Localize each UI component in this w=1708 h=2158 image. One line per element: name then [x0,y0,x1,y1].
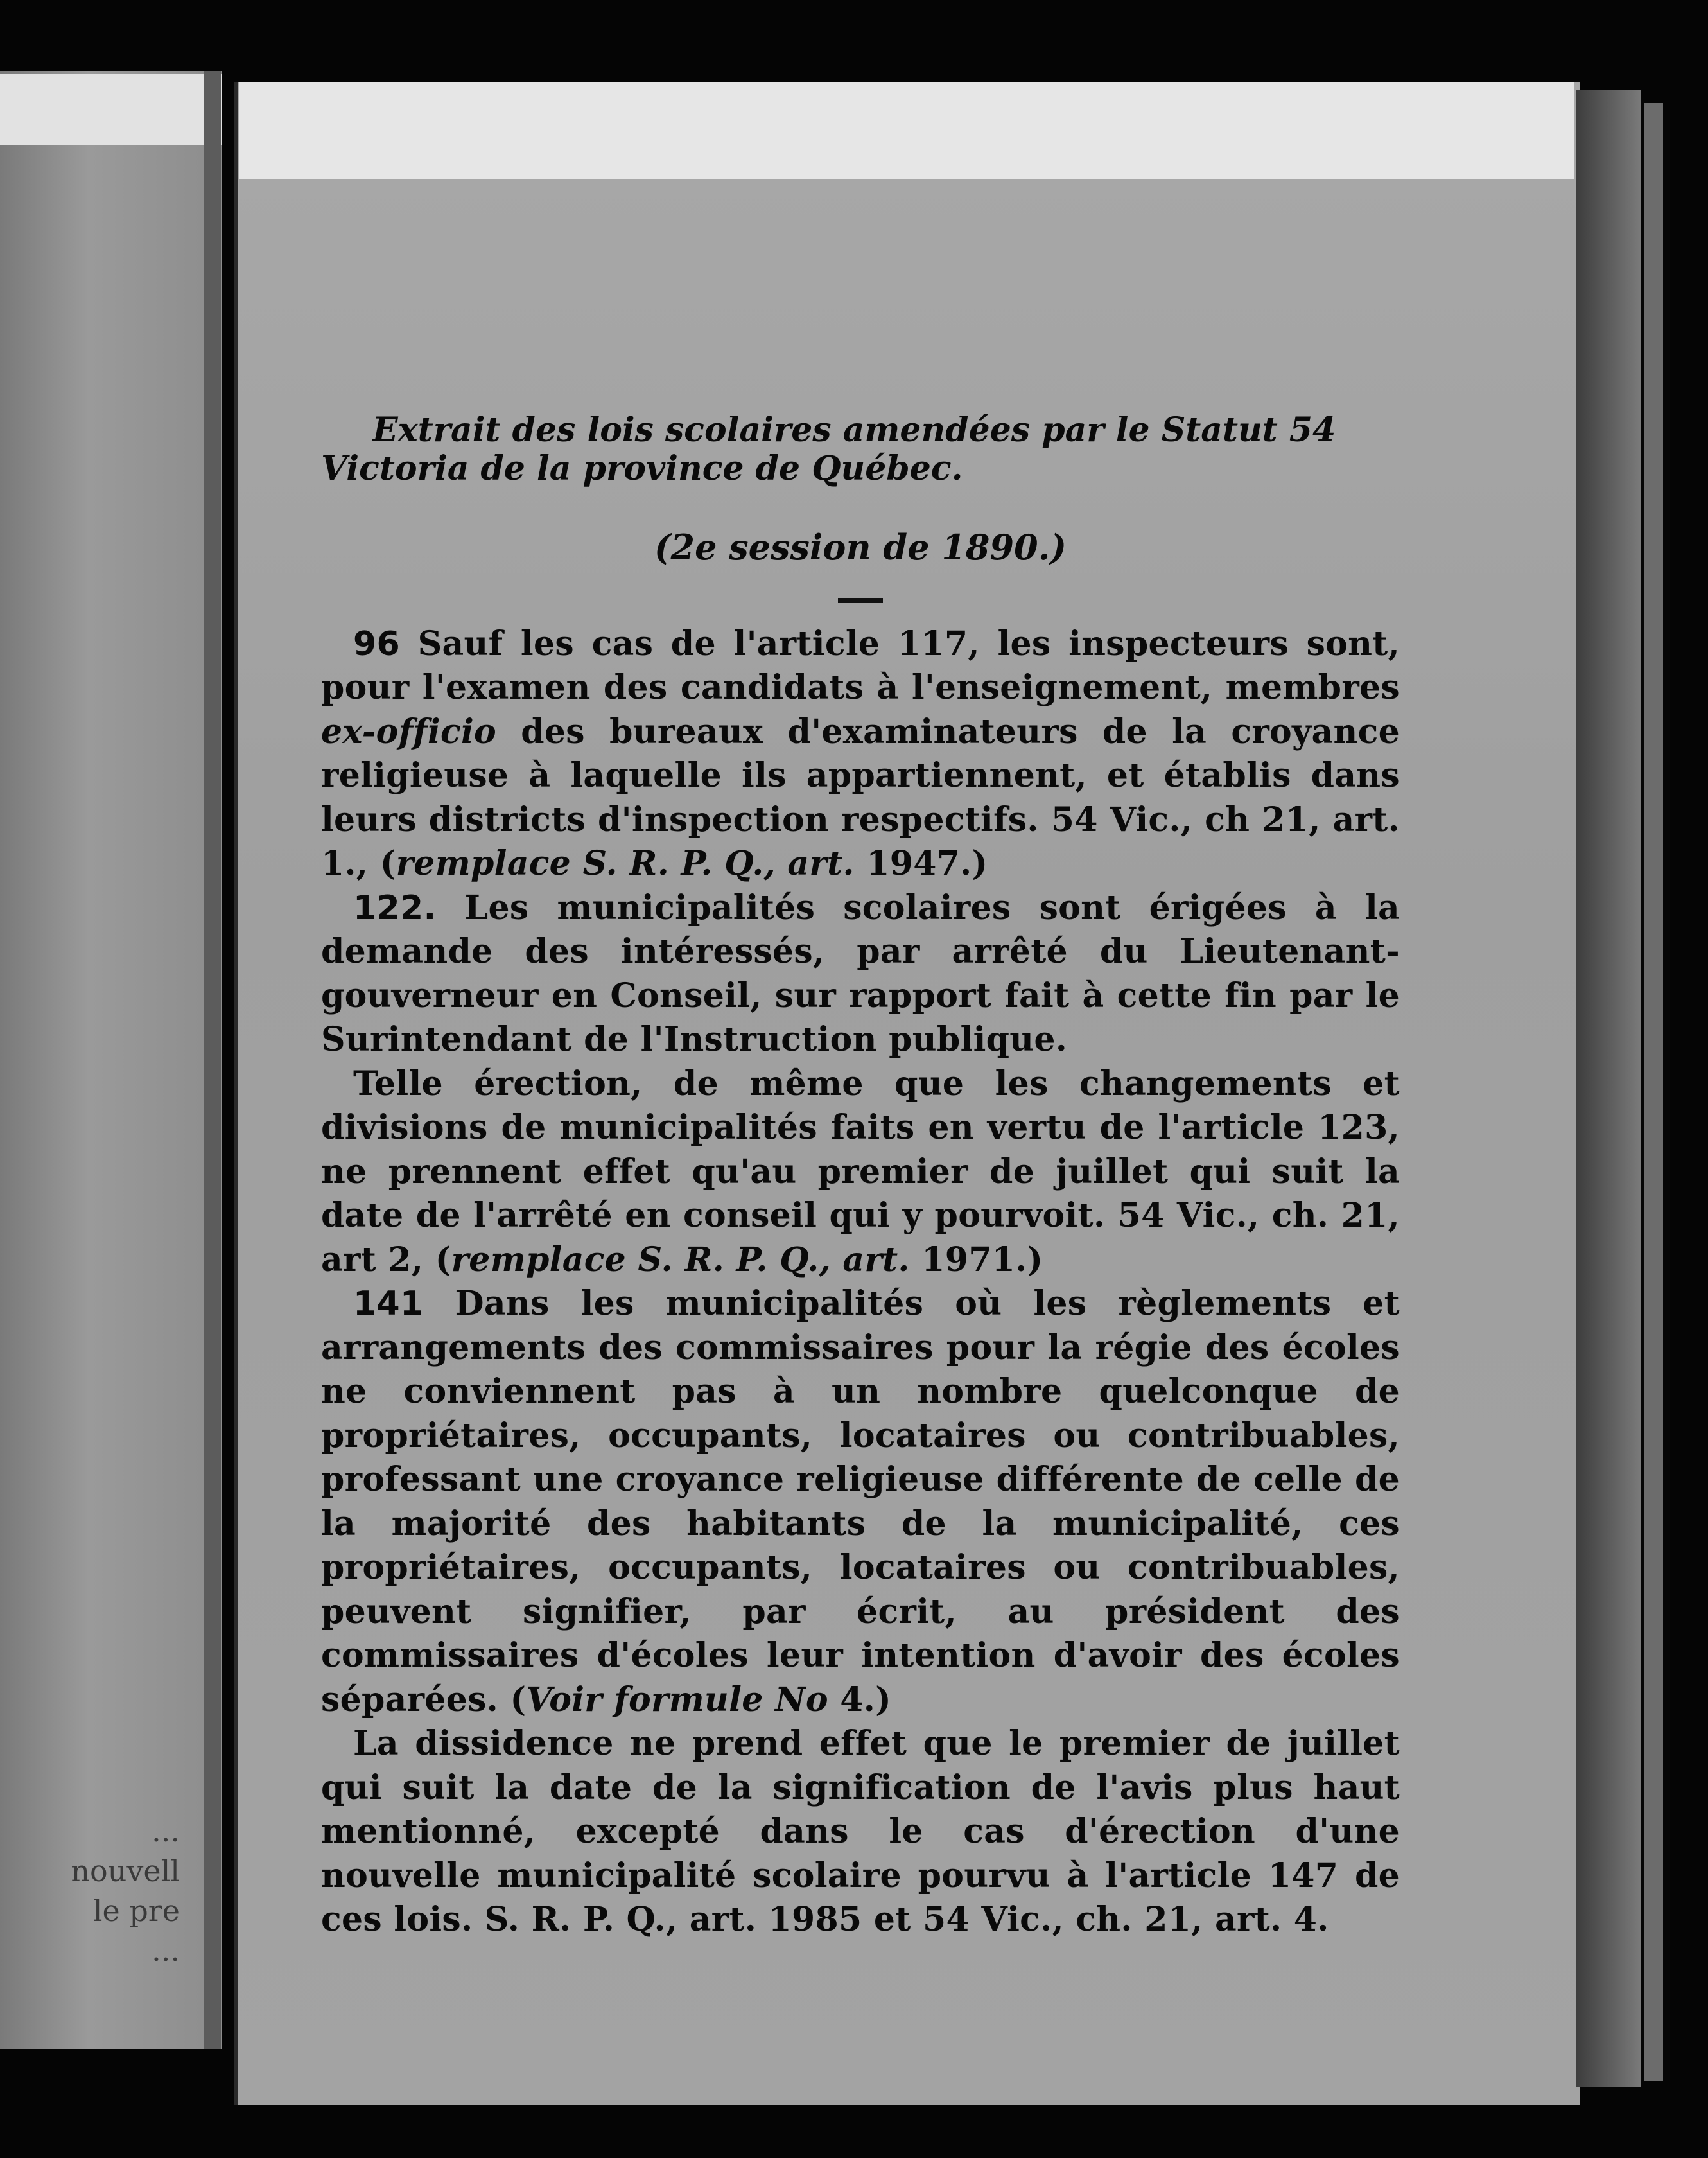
article-text: Les municipalités scolaires sont érigées à la demande des intéressés, par arrêté du Lieutenant-gouverneur en Conseil, sur rapport fait à cette fin par le Surintendant de l'Instruction publique. [321,888,1400,1059]
article-reference: Voir formule No [526,1680,828,1719]
article-italic: ex-officio [321,712,497,751]
page-top-band [239,82,1574,179]
article-122-para-2 [321,1062,1400,1283]
article-122 [321,886,1400,1062]
page-right-strip [1644,103,1663,2081]
article-text: Telle érection, de même que les changements et divisions de municipalités faits en vertu de l'article 123, ne prennent effet qu'au premier de juillet qui suit la date de l'arrêté en conseil qui y pourvoit. 54 Vic., ch. 21, art 2, ( [321,1064,1400,1279]
article-text: Dans les municipalités où les règlements et arrangements des commissaires pour la régie des écoles ne conviennent pas à un nombre quelconque de propriétaires, occupants, locataires ou contribuables, professant une croyance religieuse différente de celle de la majorité des habitants de la municipalité, ces propriétaires, occupants, locataires ou contribuables, peuvent signifier, par écrit, au président des commissaires d'écoles leur intention d'avoir des écoles séparées. ( [321,1284,1400,1719]
document-heading: Extrait des lois scolaires amendées par le Statut 54 Victoria de la province de Québec. [321,410,1336,488]
document-text [321,411,1400,1942]
article-reference: remplace S. R. P. Q., art. [396,844,855,883]
fragment-line: le pre [92,1893,180,1928]
fragment-line: ... [152,1933,180,1968]
previous-page-top-band [0,74,222,145]
fragment-line: ... [152,1814,180,1848]
article-text: La dissidence ne prend effet que le premier de juillet qui suit la date de la signification de l'avis plus haut mentionné, excepté dans le cas d'érection d'une nouvelle municipalité scolaire pourvu à l'article 147 de ces lois. S. R. P. Q., art. 1985 et 54 Vic., ch. 21, art. 4. [321,1724,1400,1939]
article-number: 122. [353,888,437,927]
previous-page [0,71,222,2049]
article-141-para-2 [321,1722,1400,1942]
fragment-line: nouvell [71,1854,180,1888]
article-number: 141 [353,1285,424,1323]
article-text: Sauf les cas de l'article 117, les inspecteurs sont, pour l'examen des candidats à l'enseignement, membres [321,624,1400,707]
page-right-edge [1576,90,1641,2087]
separator-dash [838,598,883,603]
article-96 [321,622,1400,886]
session-subtitle: (2e session de 1890.) [654,527,1067,568]
previous-page-fragments [13,1811,180,1970]
article-reference-number: 4.) [828,1680,892,1719]
article-reference-number: 1971.) [909,1240,1043,1279]
previous-page-edge [204,71,221,2049]
article-text-cont: des bureaux d'examinateurs de la croyance religieuse à laquelle ils appartiennent, et établis dans leurs districts d'inspection respectifs. 54 Vic., ch 21, art. 1., ( [321,712,1400,883]
article-141 [321,1282,1400,1722]
article-number: 96 [353,624,400,663]
article-reference: remplace S. R. P. Q., art. [451,1240,910,1279]
article-reference-number: 1947.) [854,844,988,883]
